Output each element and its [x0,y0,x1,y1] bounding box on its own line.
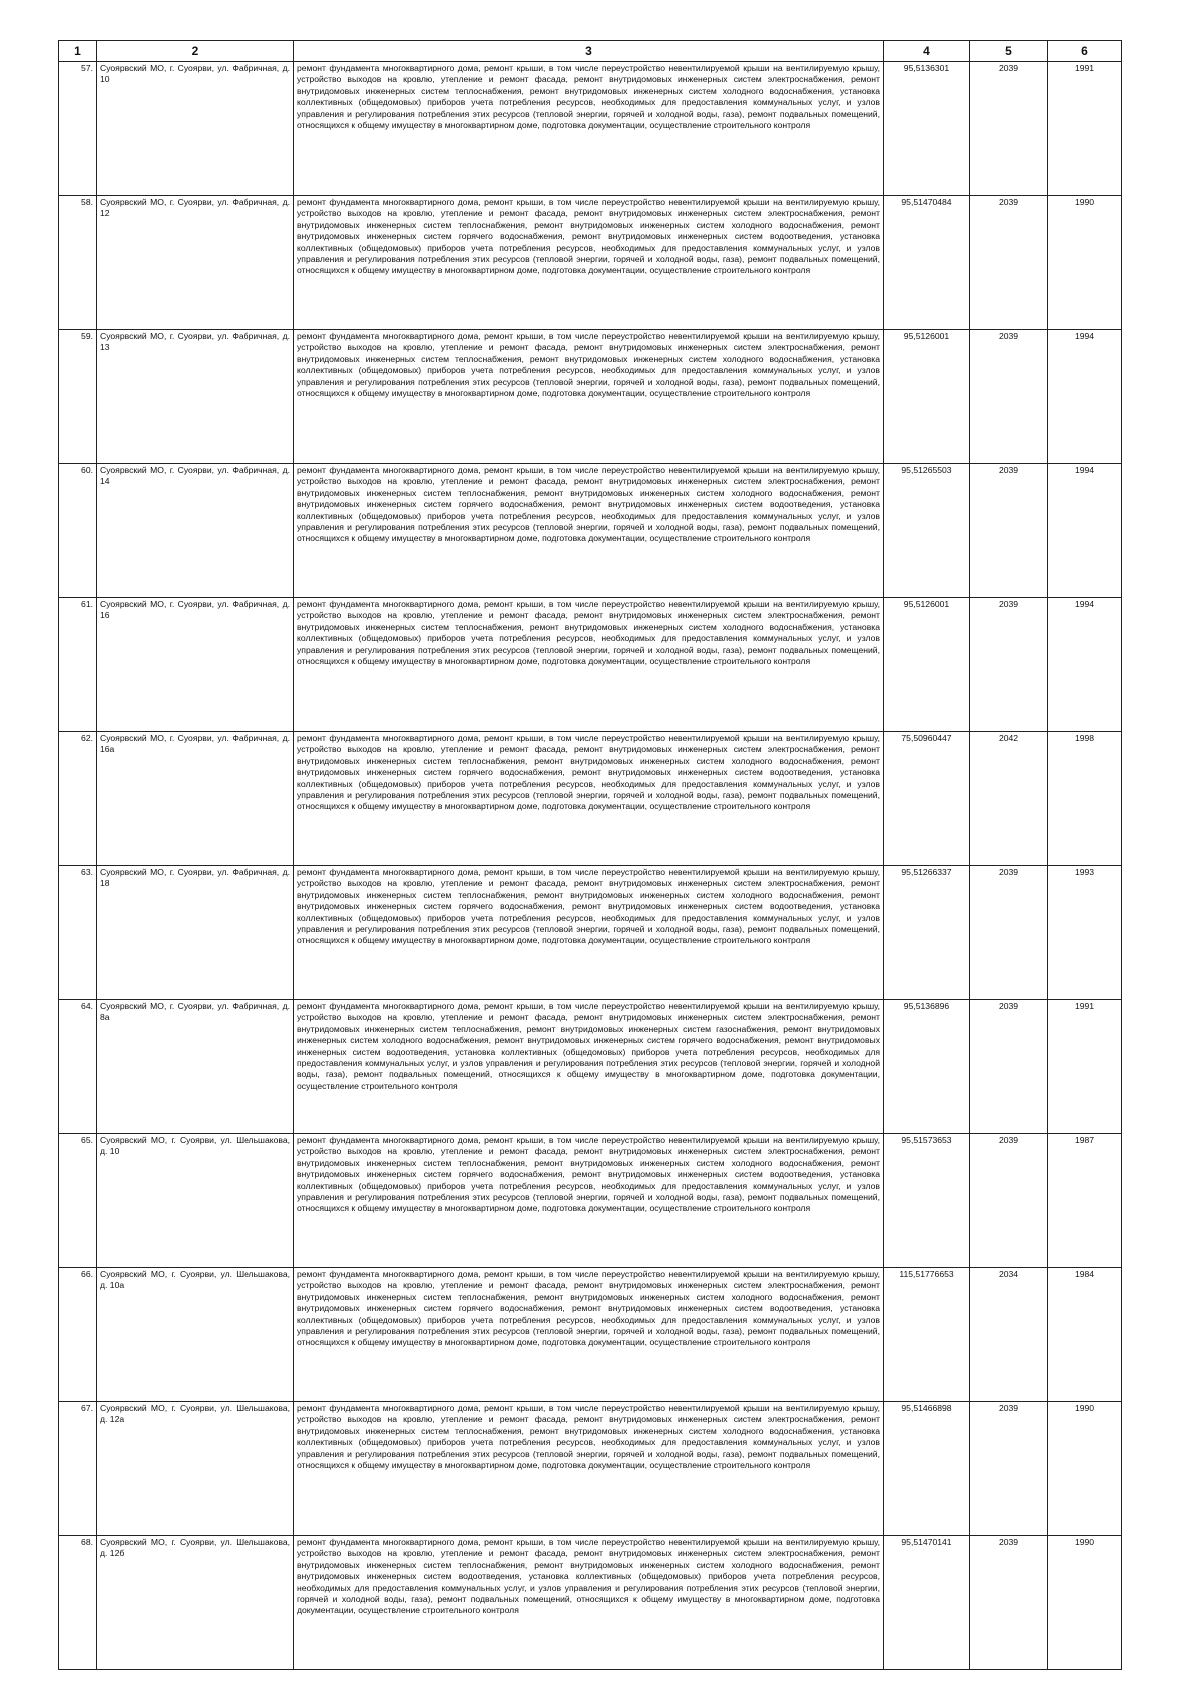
address-cell: Суоярвский МО, г. Суоярви, ул. Шельшакова, д. 12а [97,1402,294,1536]
row-number: 67. [59,1402,97,1536]
row-number: 57. [59,62,97,196]
row-number: 62. [59,732,97,866]
works-cell: ремонт фундамента многоквартирного дома, ремонт крыши, в том числе переустройство невентилируемой крыши на вентилируемую крышу, устройство выходов на кровлю, утепление и ремонт фасада, ремонт внутридомовых инженерных систем электроснабжения, ремонт внутридомовых инженерных систем теплоснабжения, ремонт внутридомовых инженерных систем холодного водоснабжения, установка коллективных (общедомовых) приборов учета потребления ресурсов, необходимых для предоставления коммунальных услуг, и узлов управления и регулирования потребления этих ресурсов (тепловой энергии, горячей и холодной воды, газа), ремонт подвальных помещений, относящихся к общему имуществу в многоквартирном доме, подготовка документации, осуществление строительного контроля [294,1402,884,1536]
header-row [59,41,1122,62]
build-year-cell: 1998 [1048,732,1122,866]
repair-year-cell: 2042 [970,732,1048,866]
cost-cell: 95,5126001 [884,330,970,464]
address-cell: Суоярвский МО, г. Суоярви, ул. Фабричная, д. 13 [97,330,294,464]
address-cell: Суоярвский МО, г. Суоярви, ул. Шельшакова, д. 10а [97,1268,294,1402]
repair-year-cell: 2039 [970,1536,1048,1670]
cost-cell: 95,5136301 [884,62,970,196]
table-row [59,1268,1122,1402]
cost-cell: 75,50960447 [884,732,970,866]
cost-cell: 115,51776653 [884,1268,970,1402]
row-number: 65. [59,1134,97,1268]
row-number: 68. [59,1536,97,1670]
header-col-4: 4 [884,41,970,62]
row-number: 63. [59,866,97,1000]
table-row [59,598,1122,732]
cost-cell: 95,51265503 [884,464,970,598]
cost-cell: 95,51466898 [884,1402,970,1536]
repair-year-cell: 2039 [970,1000,1048,1134]
build-year-cell: 1994 [1048,464,1122,598]
works-cell: ремонт фундамента многоквартирного дома, ремонт крыши, в том числе переустройство невентилируемой крыши на вентилируемую крышу, устройство выходов на кровлю, утепление и ремонт фасада, ремонт внутридомовых инженерных систем электроснабжения, ремонт внутридомовых инженерных систем теплоснабжения, ремонт внутридомовых инженерных систем холодного водоснабжения, установка коллективных (общедомовых) приборов учета потребления ресурсов, необходимых для предоставления коммунальных услуг, и узлов управления и регулирования потребления этих ресурсов (тепловой энергии, горячей и холодной воды, газа), ремонт подвальных помещений, относящихся к общему имуществу в многоквартирном доме, подготовка документации, осуществление строительного контроля [294,62,884,196]
address-cell: Суоярвский МО, г. Суоярви, ул. Фабричная, д. 14 [97,464,294,598]
repair-year-cell: 2039 [970,196,1048,330]
works-cell: ремонт фундамента многоквартирного дома, ремонт крыши, в том числе переустройство невентилируемой крыши на вентилируемую крышу, устройство выходов на кровлю, утепление и ремонт фасада, ремонт внутридомовых инженерных систем электроснабжения, ремонт внутридомовых инженерных систем теплоснабжения, ремонт внутридомовых инженерных систем холодного водоснабжения, установка коллективных (общедомовых) приборов учета потребления ресурсов, необходимых для предоставления коммунальных услуг, и узлов управления и регулирования потребления этих ресурсов (тепловой энергии, горячей и холодной воды, газа), ремонт подвальных помещений, относящихся к общему имуществу в многоквартирном доме, подготовка документации, осуществление строительного контроля [294,598,884,732]
cost-cell: 95,5126001 [884,598,970,732]
table-row [59,464,1122,598]
address-cell: Суоярвский МО, г. Суоярви, ул. Фабричная, д. 18 [97,866,294,1000]
works-cell: ремонт фундамента многоквартирного дома, ремонт крыши, в том числе переустройство невентилируемой крыши на вентилируемую крышу, устройство выходов на кровлю, утепление и ремонт фасада, ремонт внутридомовых инженерных систем электроснабжения, ремонт внутридомовых инженерных систем теплоснабжения, ремонт внутридомовых инженерных систем холодного водоснабжения, установка коллективных (общедомовых) приборов учета потребления ресурсов, необходимых для предоставления коммунальных услуг, и узлов управления и регулирования потребления этих ресурсов (тепловой энергии, горячей и холодной воды, газа), ремонт подвальных помещений, относящихся к общему имуществу в многоквартирном доме, подготовка документации, осуществление строительного контроля [294,330,884,464]
works-cell: ремонт фундамента многоквартирного дома, ремонт крыши, в том числе переустройство невентилируемой крыши на вентилируемую крышу, устройство выходов на кровлю, утепление и ремонт фасада, ремонт внутридомовых инженерных систем электроснабжения, ремонт внутридомовых инженерных систем теплоснабжения, ремонт внутридомовых инженерных систем холодного водоснабжения, ремонт внутридомовых инженерных систем горячего водоснабжения, ремонт внутридомовых инженерных систем водоотведения, установка коллективных (общедомовых) приборов учета потребления ресурсов, необходимых для предоставления коммунальных услуг, и узлов управления и регулирования потребления этих ресурсов (тепловой энергии, горячей и холодной воды, газа), ремонт подвальных помещений, относящихся к общему имуществу в многоквартирном доме, подготовка документации, осуществление строительного контроля [294,464,884,598]
row-number: 64. [59,1000,97,1134]
repair-year-cell: 2039 [970,866,1048,1000]
table-header [59,41,1122,62]
table-row [59,1402,1122,1536]
table-row [59,1134,1122,1268]
header-col-3: 3 [294,41,884,62]
works-cell: ремонт фундамента многоквартирного дома, ремонт крыши, в том числе переустройство невентилируемой крыши на вентилируемую крышу, устройство выходов на кровлю, утепление и ремонт фасада, ремонт внутридомовых инженерных систем электроснабжения, ремонт внутридомовых инженерных систем теплоснабжения, ремонт внутридомовых инженерных систем газоснабжения, ремонт внутридомовых инженерных систем холодного водоснабжения, ремонт внутридомовых инженерных систем горячего водоснабжения, ремонт внутридомовых инженерных систем водоотведения, установка коллективных (общедомовых) приборов учета потребления ресурсов, необходимых для предоставления коммунальных услуг, и узлов управления и регулирования потребления этих ресурсов (тепловой энергии, горячей и холодной воды, газа), ремонт подвальных помещений, относящихся к общему имуществу в многоквартирном доме, подготовка документации, осуществление строительного контроля [294,1000,884,1134]
row-number: 59. [59,330,97,464]
address-cell: Суоярвский МО, г. Суоярви, ул. Шельшакова, д. 10 [97,1134,294,1268]
table-row [59,196,1122,330]
works-cell: ремонт фундамента многоквартирного дома, ремонт крыши, в том числе переустройство невентилируемой крыши на вентилируемую крышу, устройство выходов на кровлю, утепление и ремонт фасада, ремонт внутридомовых инженерных систем электроснабжения, ремонт внутридомовых инженерных систем теплоснабжения, ремонт внутридомовых инженерных систем холодного водоснабжения, ремонт внутридомовых инженерных систем горячего водоснабжения, ремонт внутридомовых инженерных систем водоотведения, установка коллективных (общедомовых) приборов учета потребления ресурсов, необходимых для предоставления коммунальных услуг, и узлов управления и регулирования потребления этих ресурсов (тепловой энергии, горячей и холодной воды, газа), ремонт подвальных помещений, относящихся к общему имуществу в многоквартирном доме, подготовка документации, осуществление строительного контроля [294,1268,884,1402]
works-cell: ремонт фундамента многоквартирного дома, ремонт крыши, в том числе переустройство невентилируемой крыши на вентилируемую крышу, устройство выходов на кровлю, утепление и ремонт фасада, ремонт внутридомовых инженерных систем электроснабжения, ремонт внутридомовых инженерных систем теплоснабжения, ремонт внутридомовых инженерных систем холодного водоснабжения, ремонт внутридомовых инженерных систем горячего водоснабжения, ремонт внутридомовых инженерных систем водоотведения, установка коллективных (общедомовых) приборов учета потребления ресурсов, необходимых для предоставления коммунальных услуг, и узлов управления и регулирования потребления этих ресурсов (тепловой энергии, горячей и холодной воды, газа), ремонт подвальных помещений, относящихся к общему имуществу в многоквартирном доме, подготовка документации, осуществление строительного контроля [294,866,884,1000]
table-row [59,62,1122,196]
repair-year-cell: 2039 [970,330,1048,464]
repair-year-cell: 2039 [970,62,1048,196]
works-cell: ремонт фундамента многоквартирного дома, ремонт крыши, в том числе переустройство невентилируемой крыши на вентилируемую крышу, устройство выходов на кровлю, утепление и ремонт фасада, ремонт внутридомовых инженерных систем электроснабжения, ремонт внутридомовых инженерных систем теплоснабжения, ремонт внутридомовых инженерных систем холодного водоснабжения, ремонт внутридомовых инженерных систем горячего водоснабжения, ремонт внутридомовых инженерных систем водоотведения, установка коллективных (общедомовых) приборов учета потребления ресурсов, необходимых для предоставления коммунальных услуг, и узлов управления и регулирования потребления этих ресурсов (тепловой энергии, горячей и холодной воды, газа), ремонт подвальных помещений, относящихся к общему имуществу в многоквартирном доме, подготовка документации, осуществление строительного контроля [294,732,884,866]
build-year-cell: 1991 [1048,62,1122,196]
header-col-2: 2 [97,41,294,62]
works-cell: ремонт фундамента многоквартирного дома, ремонт крыши, в том числе переустройство невентилируемой крыши на вентилируемую крышу, устройство выходов на кровлю, утепление и ремонт фасада, ремонт внутридомовых инженерных систем электроснабжения, ремонт внутридомовых инженерных систем теплоснабжения, ремонт внутридомовых инженерных систем холодного водоснабжения, ремонт внутридомовых инженерных систем горячего водоснабжения, ремонт внутридомовых инженерных систем водоотведения, установка коллективных (общедомовых) приборов учета потребления ресурсов, необходимых для предоставления коммунальных услуг, и узлов управления и регулирования потребления этих ресурсов (тепловой энергии, горячей и холодной воды, газа), ремонт подвальных помещений, относящихся к общему имуществу в многоквартирном доме, подготовка документации, осуществление строительного контроля [294,196,884,330]
cost-cell: 95,5136896 [884,1000,970,1134]
works-cell: ремонт фундамента многоквартирного дома, ремонт крыши, в том числе переустройство невентилируемой крыши на вентилируемую крышу, устройство выходов на кровлю, утепление и ремонт фасада, ремонт внутридомовых инженерных систем электроснабжения, ремонт внутридомовых инженерных систем теплоснабжения, ремонт внутридомовых инженерных систем холодного водоснабжения, ремонт внутридомовых инженерных систем водоотведения, установка коллективных (общедомовых) приборов учета потребления ресурсов, необходимых для предоставления коммунальных услуг, и узлов управления и регулирования потребления этих ресурсов (тепловой энергии, горячей и холодной воды, газа), ремонт подвальных помещений, относящихся к общему имуществу в многоквартирном доме, подготовка документации, осуществление строительного контроля [294,1536,884,1670]
address-cell: Суоярвский МО, г. Суоярви, ул. Фабричная, д. 10 [97,62,294,196]
repair-year-cell: 2034 [970,1268,1048,1402]
repair-year-cell: 2039 [970,598,1048,732]
build-year-cell: 1990 [1048,1402,1122,1536]
build-year-cell: 1991 [1048,1000,1122,1134]
cost-cell: 95,51470141 [884,1536,970,1670]
table-row [59,866,1122,1000]
row-number: 60. [59,464,97,598]
table-row [59,1536,1122,1670]
works-cell: ремонт фундамента многоквартирного дома, ремонт крыши, в том числе переустройство невентилируемой крыши на вентилируемую крышу, устройство выходов на кровлю, утепление и ремонт фасада, ремонт внутридомовых инженерных систем электроснабжения, ремонт внутридомовых инженерных систем теплоснабжения, ремонт внутридомовых инженерных систем холодного водоснабжения, ремонт внутридомовых инженерных систем горячего водоснабжения, ремонт внутридомовых инженерных систем водоотведения, установка коллективных (общедомовых) приборов учета потребления ресурсов, необходимых для предоставления коммунальных услуг, и узлов управления и регулирования потребления этих ресурсов (тепловой энергии, горячей и холодной воды, газа), ремонт подвальных помещений, относящихся к общему имуществу в многоквартирном доме, подготовка документации, осуществление строительного контроля [294,1134,884,1268]
row-number: 61. [59,598,97,732]
address-cell: Суоярвский МО, г. Суоярви, ул. Фабричная, д. 8а [97,1000,294,1134]
build-year-cell: 1984 [1048,1268,1122,1402]
cost-cell: 95,51573653 [884,1134,970,1268]
table-row [59,330,1122,464]
repair-year-cell: 2039 [970,1402,1048,1536]
address-cell: Суоярвский МО, г. Суоярви, ул. Фабричная, д. 16 [97,598,294,732]
header-col-1: 1 [59,41,97,62]
row-number: 58. [59,196,97,330]
build-year-cell: 1994 [1048,330,1122,464]
repair-year-cell: 2039 [970,464,1048,598]
row-number: 66. [59,1268,97,1402]
table-row [59,732,1122,866]
build-year-cell: 1994 [1048,598,1122,732]
table-row [59,1000,1122,1134]
build-year-cell: 1987 [1048,1134,1122,1268]
address-cell: Суоярвский МО, г. Суоярви, ул. Фабричная, д. 12 [97,196,294,330]
repair-year-cell: 2039 [970,1134,1048,1268]
address-cell: Суоярвский МО, г. Суоярви, ул. Фабричная, д. 16а [97,732,294,866]
build-year-cell: 1990 [1048,196,1122,330]
build-year-cell: 1990 [1048,1536,1122,1670]
header-col-5: 5 [970,41,1048,62]
cost-cell: 95,51266337 [884,866,970,1000]
build-year-cell: 1993 [1048,866,1122,1000]
table-body [59,62,1122,1670]
address-cell: Суоярвский МО, г. Суоярви, ул. Шельшакова, д. 12б [97,1536,294,1670]
cost-cell: 95,51470484 [884,196,970,330]
capital-repair-table [58,40,1122,1670]
header-col-6: 6 [1048,41,1122,62]
